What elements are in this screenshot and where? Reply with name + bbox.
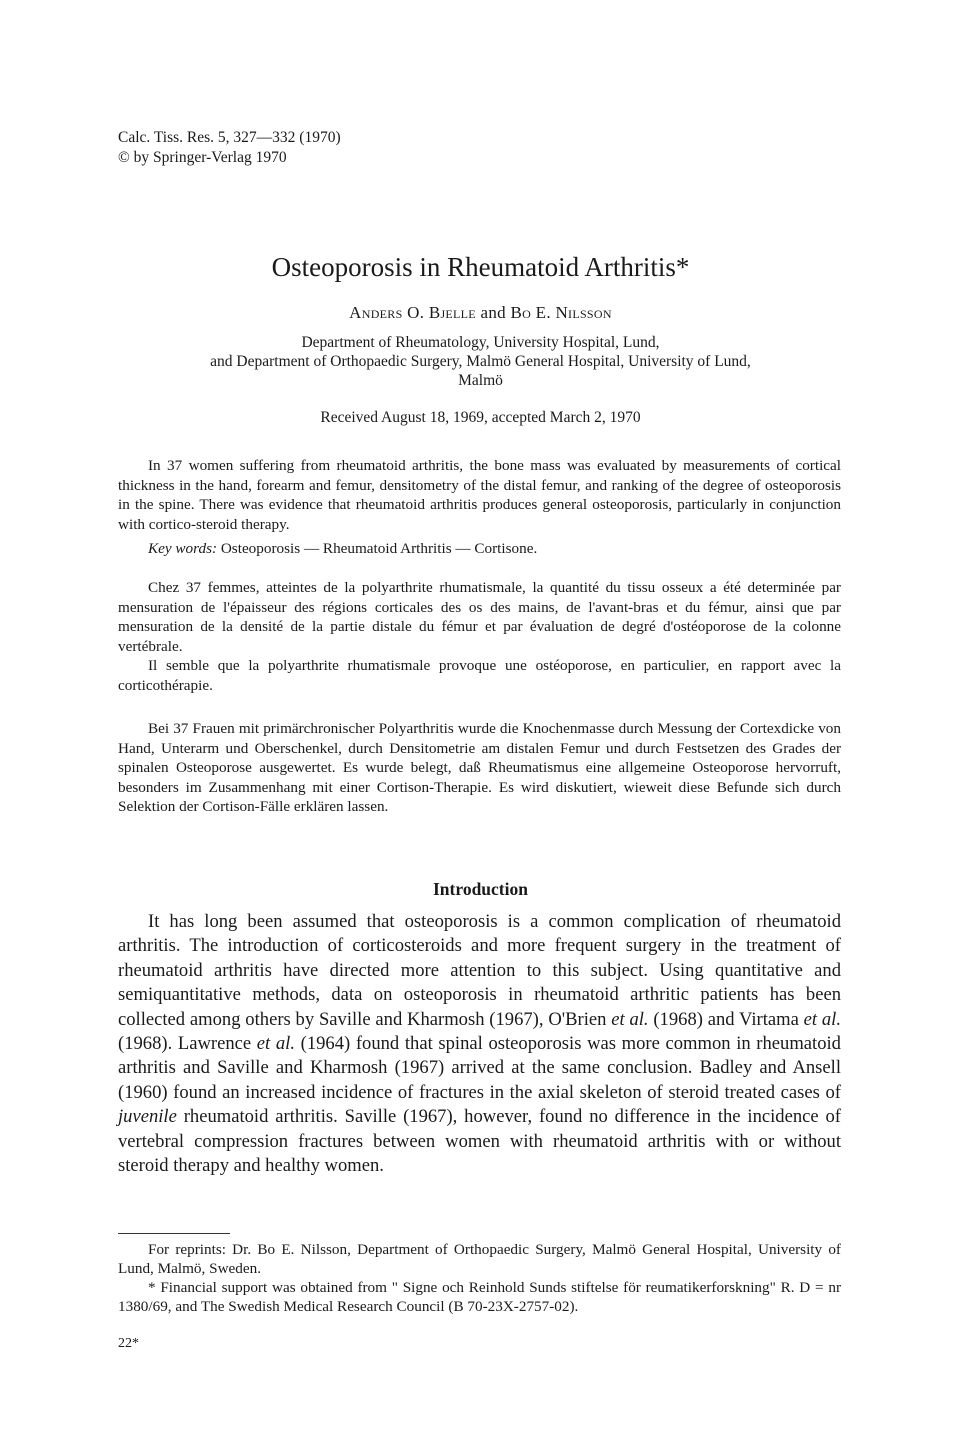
- author1-first: Anders O.: [349, 303, 429, 322]
- intro-text-1: It has long been assumed that osteoporosis is a common complication of rheumatoid arthritis. The introduction of corticosteroids and more frequent surgery in the treatment of rheumatoid arthritis have directed more attention to this subject. Using quantitative and semiquantitative methods, data on osteoporosis in rheumatoid arthritic patients has been collected among others by Saville and Kharmosh (1967), O'Brien: [118, 911, 841, 1030]
- abstract-french-p1: Chez 37 femmes, atteintes de la polyarthrite rhumatismale, la quantité du tissu osseux a été determinée par mensuration de l'épaisseur des régions corticales des os des mains, de l'avant-bras et du fémur, ainsi que par mensuration de la densité de la partie distale du fémur et par évaluation de degré d'ostéoporose de la colonne vertébrale.: [118, 579, 841, 655]
- footnote-rule: [118, 1233, 230, 1234]
- intro-text-4: (1964) found that spinal osteoporosis was more common in rheumatoid arthritis and Saville and Kharmosh (1967) arrived at the same conclusion. Badley and Ansell (1960) found an increased incidence of fractures in the axial skeleton of steroid treated cases of: [118, 1033, 841, 1103]
- introduction-body: [118, 910, 841, 1178]
- copyright-line: © by Springer-Verlag 1970: [118, 149, 287, 166]
- intro-text-5: rheumatoid arthritis. Saville (1967), however, found no difference in the incidence of vertebral compression fractures between women with rheumatoid arthritis with or without steroid therapy and healthy women.: [118, 1106, 841, 1177]
- intro-text-2: (1968) and Virtama: [648, 1008, 804, 1030]
- author2-last: Nilsson: [555, 303, 612, 322]
- footnote-funding: * Financial support was obtained from " Signe och Reinhold Sunds stiftelse för reumatikerforskning" R. D = nr 1380/69, and The Swedish Medical Research Council (B 70-23X-2757-02).: [118, 1279, 841, 1315]
- intro-etal-2: et al.: [803, 1008, 841, 1030]
- keywords-label: Key words:: [148, 540, 218, 557]
- footnotes: [118, 1240, 841, 1316]
- intro-juvenile: juvenile: [118, 1106, 177, 1128]
- keywords-text: Osteoporosis — Rheumatoid Arthritis — Cortisone.: [217, 540, 538, 557]
- abstract-english-text: In 37 women suffering from rheumatoid arthritis, the bone mass was evaluated by measurements of cortical thickness in the hand, forearm and femur, densitometry of the distal femur, and ranking of the degree of osteoporosis in the spine. There was evidence that rheumatoid arthritis produces general osteoporosis, particularly in conjunction with cortico-steroid therapy.: [118, 457, 841, 533]
- abstract-german: [118, 719, 841, 817]
- journal-line: Calc. Tiss. Res. 5, 327—332 (1970): [118, 129, 341, 146]
- affiliation-line-1: Department of Rheumatology, University Hospital, Lund,: [301, 334, 660, 351]
- abstract-french: [118, 578, 841, 696]
- paper-title: Osteoporosis in Rheumatoid Arthritis*: [271, 252, 690, 282]
- intro-etal-3: et al.: [256, 1033, 295, 1055]
- received-dates: Received August 18, 1969, accepted March 2, 1970: [320, 409, 641, 426]
- abstract-english: [118, 456, 841, 534]
- intro-text-3: (1968). Lawrence: [118, 1033, 257, 1055]
- signature-mark: 22*: [118, 1336, 139, 1351]
- abstract-german-text: Bei 37 Frauen mit primärchronischer Polyarthritis wurde die Knochenmasse durch Messung der Cortexdicke von Hand, Unterarm und Oberschenkel, durch Densitometrie am distalen Femur und durch Festsetzen des Grades der spinalen Osteoporose ausgewertet. Es wurde belegt, daß Rheumatismus eine allgemeine Osteoporose hervorruft, besonders im Zusammenhang mit einer Cortison-Therapie. Es wird diskutiert, wieweit diese Befunde sich durch Selektion der Cortison-Fälle erklären lassen.: [118, 720, 841, 816]
- intro-etal-1: et al.: [611, 1008, 649, 1030]
- journal-citation: [118, 128, 341, 168]
- author2-first: Bo E.: [510, 303, 556, 322]
- footnote-reprints: For reprints: Dr. Bo E. Nilsson, Department of Orthopaedic Surgery, Malmö General Hospital, University of Lund, Malmö, Sweden.: [118, 1241, 841, 1277]
- author-connector: and: [475, 303, 511, 322]
- abstract-french-p2: Il semble que la polyarthrite rhumatismale provoque une ostéoporose, en particulier, en rapport avec la corticothérapie.: [118, 657, 841, 694]
- author1-last: Bjelle: [428, 303, 476, 322]
- introduction-paragraph: [118, 910, 841, 1178]
- section-heading-introduction: Introduction: [433, 879, 528, 899]
- author-line: [0, 302, 961, 324]
- affiliation-line-3: Malmö: [458, 372, 503, 389]
- affiliation: [100, 333, 861, 390]
- keywords: [118, 539, 841, 559]
- affiliation-line-2: and Department of Orthopaedic Surgery, Malmö General Hospital, University of Lund,: [210, 353, 751, 370]
